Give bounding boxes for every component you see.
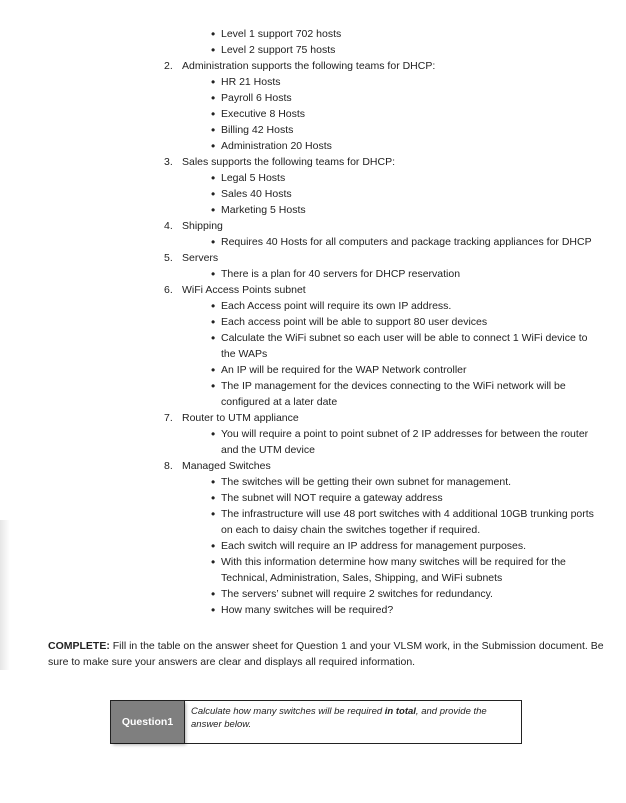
item-8 bbox=[0, 458, 626, 474]
list-item: • Each switch will require an IP address for management purposes. bbox=[0, 538, 605, 554]
list-item: • The subnet will NOT require a gateway address bbox=[0, 490, 605, 506]
item-8-bullets bbox=[0, 474, 626, 618]
item-3 bbox=[0, 154, 626, 170]
item-5 bbox=[0, 250, 626, 266]
item-title: Administration supports the following teams for DHCP: bbox=[182, 60, 436, 72]
item-number: 6. bbox=[164, 284, 173, 296]
list-item: • An IP will be required for the WAP Network controller bbox=[0, 362, 605, 378]
list-item: • Payroll 6 Hosts bbox=[0, 90, 605, 106]
list-item: • Calculate the WiFi subnet so each user will be able to connect 1 WiFi device to the WAPs bbox=[0, 330, 605, 362]
list-item: • Sales 40 Hosts bbox=[0, 186, 605, 202]
list-item: • Each access point will be able to support 80 user devices bbox=[0, 314, 605, 330]
item-4-bullets bbox=[0, 234, 626, 250]
question-text-bold: in total bbox=[384, 706, 416, 717]
list-item: • The switches will be getting their own subnet for management. bbox=[0, 474, 605, 490]
item-title: Router to UTM appliance bbox=[182, 412, 299, 424]
item-title: Shipping bbox=[182, 220, 223, 232]
list-item: • The servers’ subnet will require 2 switches for redundancy. bbox=[0, 586, 605, 602]
complete-label: COMPLETE: bbox=[48, 640, 110, 652]
list-item: • Executive 8 Hosts bbox=[0, 106, 605, 122]
question-text bbox=[184, 701, 521, 743]
item-7-bullets bbox=[0, 426, 626, 458]
item-number: 4. bbox=[164, 220, 173, 232]
list-item: • The IP management for the devices connecting to the WiFi network will be configured at a later date bbox=[0, 378, 605, 410]
list-item: • Each Access point will require its own IP address. bbox=[0, 298, 605, 314]
complete-instructions bbox=[48, 638, 608, 670]
list-item: • With this information determine how many switches will be required for the Technical, Administration, Sales, Shipping, and WiFi subnets bbox=[0, 554, 605, 586]
level-bullets bbox=[0, 26, 626, 58]
list-item: • The infrastructure will use 48 port switches with 4 additional 10GB trunking ports on each to daisy chain the switches together if required. bbox=[0, 506, 605, 538]
item-2-bullets bbox=[0, 74, 626, 154]
list-item: • There is a plan for 40 servers for DHCP reservation bbox=[0, 266, 605, 282]
list-item: • Level 2 support 75 hosts bbox=[0, 42, 605, 58]
item-title: Managed Switches bbox=[182, 460, 271, 472]
item-title: Sales supports the following teams for DHCP: bbox=[182, 156, 396, 168]
requirements-list bbox=[0, 26, 626, 618]
item-6 bbox=[0, 282, 626, 298]
list-item: • HR 21 Hosts bbox=[0, 74, 605, 90]
question-label: Question1 bbox=[111, 701, 184, 743]
item-7 bbox=[0, 410, 626, 426]
item-number: 5. bbox=[164, 252, 173, 264]
item-6-bullets bbox=[0, 298, 626, 410]
list-item: • Billing 42 Hosts bbox=[0, 122, 605, 138]
item-number: 8. bbox=[164, 460, 173, 472]
item-2 bbox=[0, 58, 626, 74]
item-number: 7. bbox=[164, 412, 173, 424]
list-item: • Marketing 5 Hosts bbox=[0, 202, 605, 218]
item-3-bullets bbox=[0, 170, 626, 218]
item-4 bbox=[0, 218, 626, 234]
list-item: • Requires 40 Hosts for all computers and package tracking appliances for DHCP bbox=[0, 234, 605, 250]
question-text-part: Calculate how many switches will be required bbox=[191, 706, 385, 717]
item-title: Servers bbox=[182, 252, 219, 264]
item-5-bullets bbox=[0, 266, 626, 282]
list-item: • How many switches will be required? bbox=[0, 602, 605, 618]
question-table bbox=[110, 700, 522, 744]
question-text-part: , and provide the answer below. bbox=[191, 706, 487, 730]
list-item: • You will require a point to point subnet of 2 IP addresses for between the router and the UTM device bbox=[0, 426, 605, 458]
item-number: 3. bbox=[164, 156, 173, 168]
complete-text: Fill in the table on the answer sheet for Question 1 and your VLSM work, in the Submission document. Be sure to make sure your answers are clear and displays all required information. bbox=[48, 640, 604, 668]
list-item: • Legal 5 Hosts bbox=[0, 170, 605, 186]
list-item: • Administration 20 Hosts bbox=[0, 138, 605, 154]
list-item: • Level 1 support 702 hosts bbox=[0, 26, 605, 42]
item-number: 2. bbox=[164, 60, 173, 72]
item-title: WiFi Access Points subnet bbox=[182, 284, 306, 296]
